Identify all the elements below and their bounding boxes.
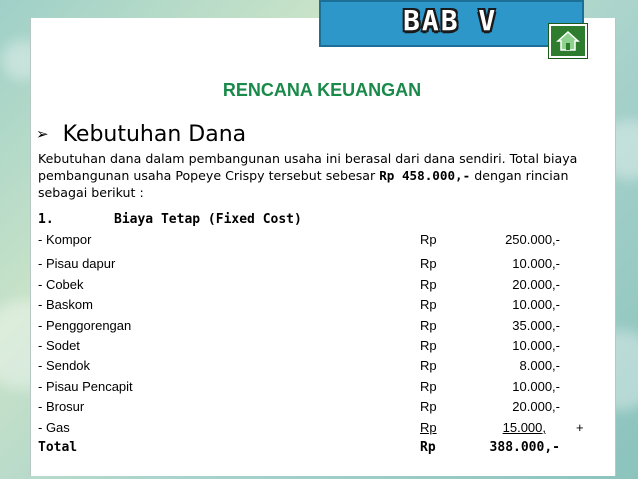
item-amount: 15.000, — [502, 420, 546, 435]
item-label: - Penggorengan — [38, 318, 132, 333]
paragraph-amount: Rp 458.000,- — [379, 168, 471, 183]
slide-heading: RENCANA KEUANGAN — [222, 80, 422, 100]
total-amount: 388.000,- — [489, 440, 560, 455]
item-label: - Gas — [38, 420, 70, 435]
item-amount: 10.000,- — [512, 297, 560, 312]
item-currency: Rp — [420, 399, 437, 414]
item-amount: 20.000,- — [512, 399, 560, 414]
item-amount: 10.000,- — [512, 338, 560, 353]
paragraph-part1: Kebutuhan dana dalam pembangunan usaha ini berasal dari dana sendiri. Total biaya pembangunan usaha Popeye Crispy tersebut sebesar — [38, 151, 578, 183]
item-currency: Rp — [420, 358, 437, 373]
item-amount: 8.000,- — [519, 358, 560, 373]
total-currency: Rp — [420, 440, 436, 455]
item-amount: 250.000,- — [505, 232, 560, 247]
sum-plus-sign: + — [576, 420, 584, 435]
item-currency: Rp — [420, 338, 437, 353]
arrow-bullet-icon: ➢ — [36, 125, 49, 143]
item-amount: 35.000,- — [512, 318, 560, 333]
item-currency: Rp — [420, 420, 437, 435]
section-title — [36, 122, 246, 147]
item-label: - Baskom — [38, 297, 93, 312]
fixed-cost-heading — [38, 212, 302, 227]
item-currency: Rp — [420, 379, 437, 394]
item-label: - Pisau Pencapit — [38, 379, 133, 394]
item-currency: Rp — [420, 232, 437, 247]
item-label: - Pisau dapur — [38, 256, 116, 271]
fixed-cost-number: 1. — [38, 212, 54, 227]
chapter-title: BAB V — [403, 4, 498, 37]
item-label: - Sendok — [38, 358, 91, 373]
item-amount: 20.000,- — [512, 277, 560, 292]
home-icon — [556, 30, 580, 52]
item-amount: 10.000,- — [512, 256, 560, 271]
item-label: - Brosur — [38, 399, 85, 414]
item-currency: Rp — [420, 256, 437, 271]
home-button[interactable] — [549, 24, 587, 58]
paragraph-part2: dengan rincian sebagai berikut : — [38, 168, 569, 200]
total-label: Total — [38, 440, 78, 455]
item-currency: Rp — [420, 297, 437, 312]
item-label: - Sodet — [38, 338, 80, 353]
section-title-text: Kebutuhan Dana — [62, 122, 247, 147]
item-currency: Rp — [420, 318, 437, 333]
item-amount: 10.000,- — [512, 379, 560, 394]
item-currency: Rp — [420, 277, 437, 292]
fixed-cost-title: Biaya Tetap (Fixed Cost) — [114, 212, 302, 227]
item-label: - Cobek — [38, 277, 84, 292]
description-paragraph — [38, 150, 608, 201]
item-label: - Kompor — [38, 232, 92, 247]
